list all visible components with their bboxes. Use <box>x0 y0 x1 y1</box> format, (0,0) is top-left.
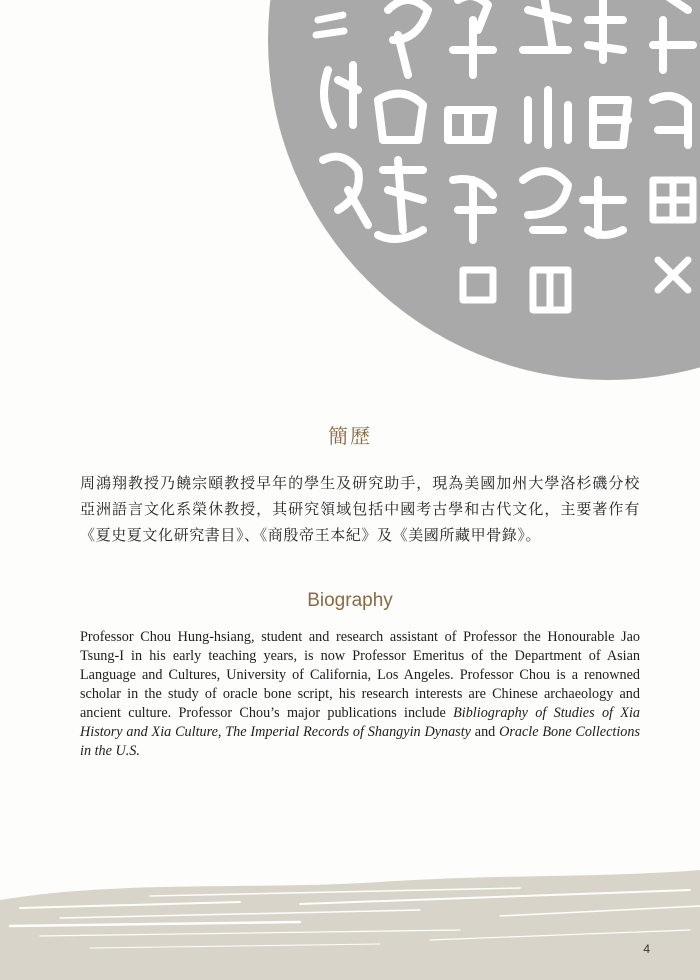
separator-text: and <box>470 724 500 740</box>
biography-intro-text: Professor Chou Hung-hsiang, student and research assistant of Professor the Honourable Jao Tsung-I in his early teaching years, is now Professor Emeritus of the Department of Asian Language and Cultures, University of California, Los Angeles. Professor Chou is a renowned scholar in the study of oracle bone script, his research interests are Chinese archaeology and ancient culture. Professor Chou’s major publications include <box>80 629 640 721</box>
english-heading: Biography <box>307 590 393 611</box>
publication-title: Bibliography of Studies of Xia History and Xia Culture <box>80 705 640 740</box>
separator-text: , <box>217 724 226 740</box>
oracle-bone-rubbing-image <box>258 0 700 390</box>
publication-title: Oracle Bone Collections in the U.S. <box>80 724 640 759</box>
chinese-heading: 簡歷 <box>328 424 372 448</box>
brush-stroke-decoration <box>0 860 700 980</box>
english-biography-paragraph <box>80 628 640 761</box>
chinese-biography-paragraph: 周鴻翔教授乃饒宗頤教授早年的學生及研究助手，現為美國加州大學洛杉磯分校亞洲語言文化系榮休教授，其研究領域包括中國考古學和古代文化，主要著作有《夏史夏文化研究書目》、《商殷帝王本紀》及《美國所藏甲骨錄》。 <box>80 474 640 544</box>
page-number: 4 <box>643 942 650 956</box>
publication-title: The Imperial Records of Shangyin Dynasty <box>225 724 471 740</box>
